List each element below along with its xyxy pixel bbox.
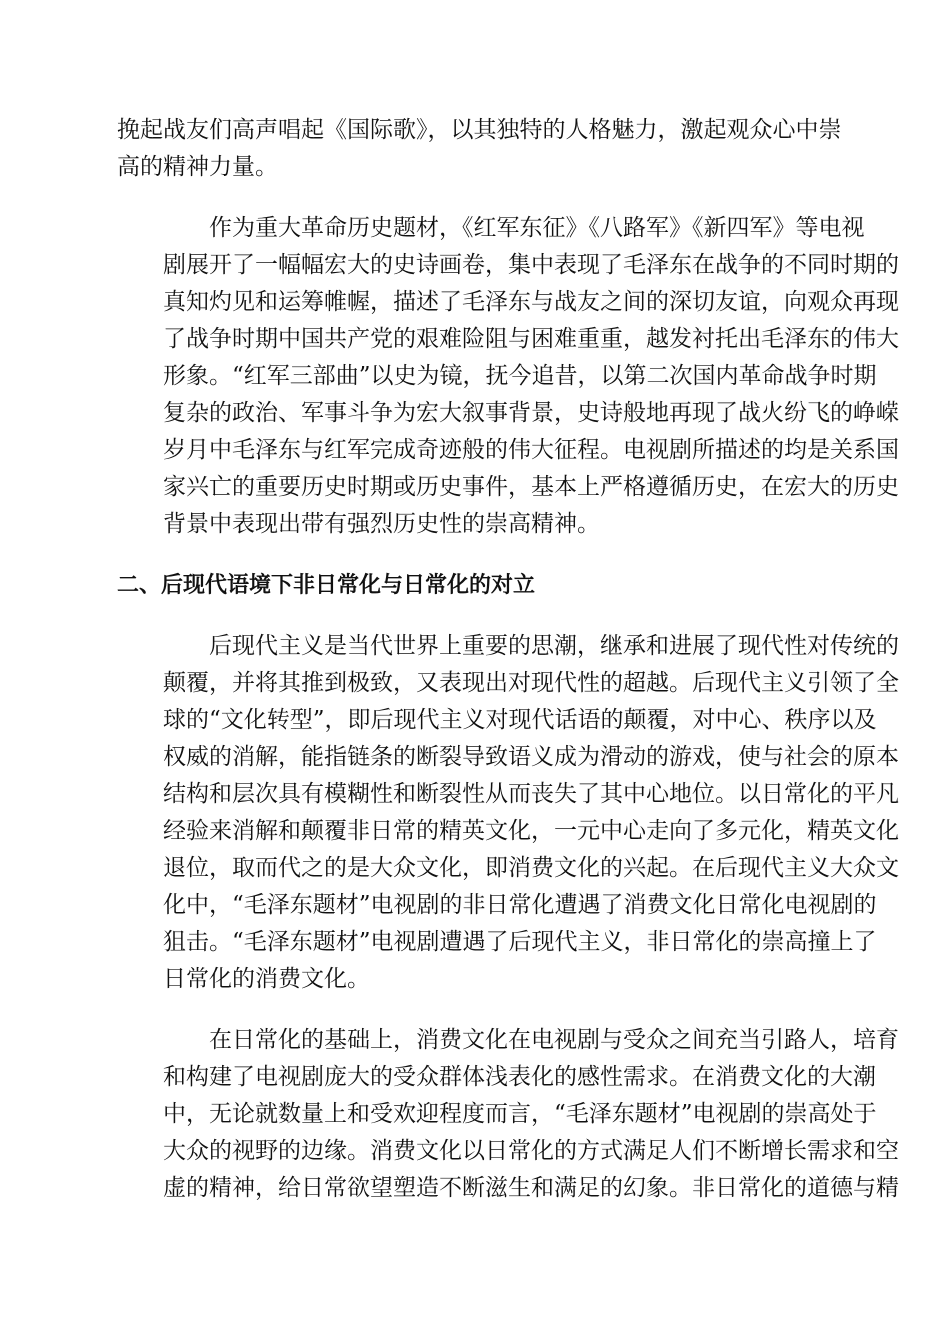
text-line: 化中，“毛泽东题材”电视剧的非日常化遭遇了消费文化日常化电视剧的 [163, 892, 877, 918]
text-line: 真知灼见和运筹帷幄，描述了毛泽东与战友之间的深切友谊，向观众再现 [163, 289, 899, 315]
text-line: 权威的消解，能指链条的断裂导致语义成为滑动的游戏，使与社会的原本 [163, 744, 899, 770]
paragraph-4 [117, 1022, 899, 1207]
text-line: 大众的视野的边缘。消费文化以日常化的方式满足人们不断增长需求和空 [163, 1138, 899, 1164]
paragraph-2 [117, 210, 899, 543]
text-line: 在日常化的基础上，消费文化在电视剧与受众之间充当引路人，培育 [209, 1027, 899, 1053]
text-line: 球的“文化转型”，即后现代主义对现代话语的颠覆，对中心、秩序以及 [163, 707, 877, 733]
text-line: 形象。“红军三部曲”以史为镜，抚今追昔，以第二次国内革命战争时期 [163, 363, 877, 389]
text-line: 退位，取而代之的是大众文化，即消费文化的兴起。在后现代主义大众文 [163, 855, 899, 881]
text-line: 了战争时期中国共产党的艰难险阻与困难重重，越发衬托出毛泽东的伟大 [163, 326, 899, 352]
text-line: 剧展开了一幅幅宏大的史诗画卷，集中表现了毛泽东在战争的不同时期的 [163, 252, 899, 278]
text-line: 挽起战友们高声唱起《国际歌》，以其独特的人格魅力，激起观众心中崇 [117, 117, 842, 143]
text-line: 后现代主义是当代世界上重要的思潮，继承和进展了现代性对传统的 [209, 633, 899, 659]
text-line: 岁月中毛泽东与红军完成奇迹般的伟大征程。电视剧所描述的均是关系国 [163, 437, 899, 463]
text-line: 颠覆，并将其推到极致，又表现出对现代性的超越。后现代主义引领了全 [163, 670, 899, 696]
text-line: 和构建了电视剧庞大的受众群体浅表化的感性需求。在消费文化的大潮 [163, 1064, 876, 1090]
paragraph-1 [117, 112, 842, 186]
text-line: 家兴亡的重要历史时期或历史事件，基本上严格遵循历史，在宏大的历史 [163, 474, 899, 500]
text-line: 结构和层次具有模糊性和断裂性从而丧失了其中心地位。以日常化的平凡 [163, 781, 899, 807]
text-line: 中，无论就数量上和受欢迎程度而言，“毛泽东题材”电视剧的崇高处于 [163, 1101, 877, 1127]
paragraph-3 [117, 628, 899, 998]
text-line: 背景中表现出带有强烈历史性的崇高精神。 [163, 511, 600, 537]
text-line: 高的精神力量。 [117, 154, 278, 180]
text-line: 作为重大革命历史题材，《红军东征》《八路军》《新四军》等电视 [209, 215, 865, 241]
document-page [117, 112, 899, 1231]
text-line: 复杂的政治、军事斗争为宏大叙事背景，史诗般地再现了战火纷飞的峥嵘 [163, 400, 899, 426]
text-line: 狙击。“毛泽东题材”电视剧遭遇了后现代主义，非日常化的崇高撞上了 [163, 929, 877, 955]
text-line: 日常化的消费文化。 [163, 966, 370, 992]
text-line: 虚的精神，给日常欲望塑造不断滋生和满足的幻象。非日常化的道德与精 [163, 1175, 899, 1201]
text-line: 经验来消解和颠覆非日常的精英文化，一元中心走向了多元化，精英文化 [163, 818, 899, 844]
section-heading: 二、后现代语境下非日常化与日常化的对立 [117, 573, 536, 598]
